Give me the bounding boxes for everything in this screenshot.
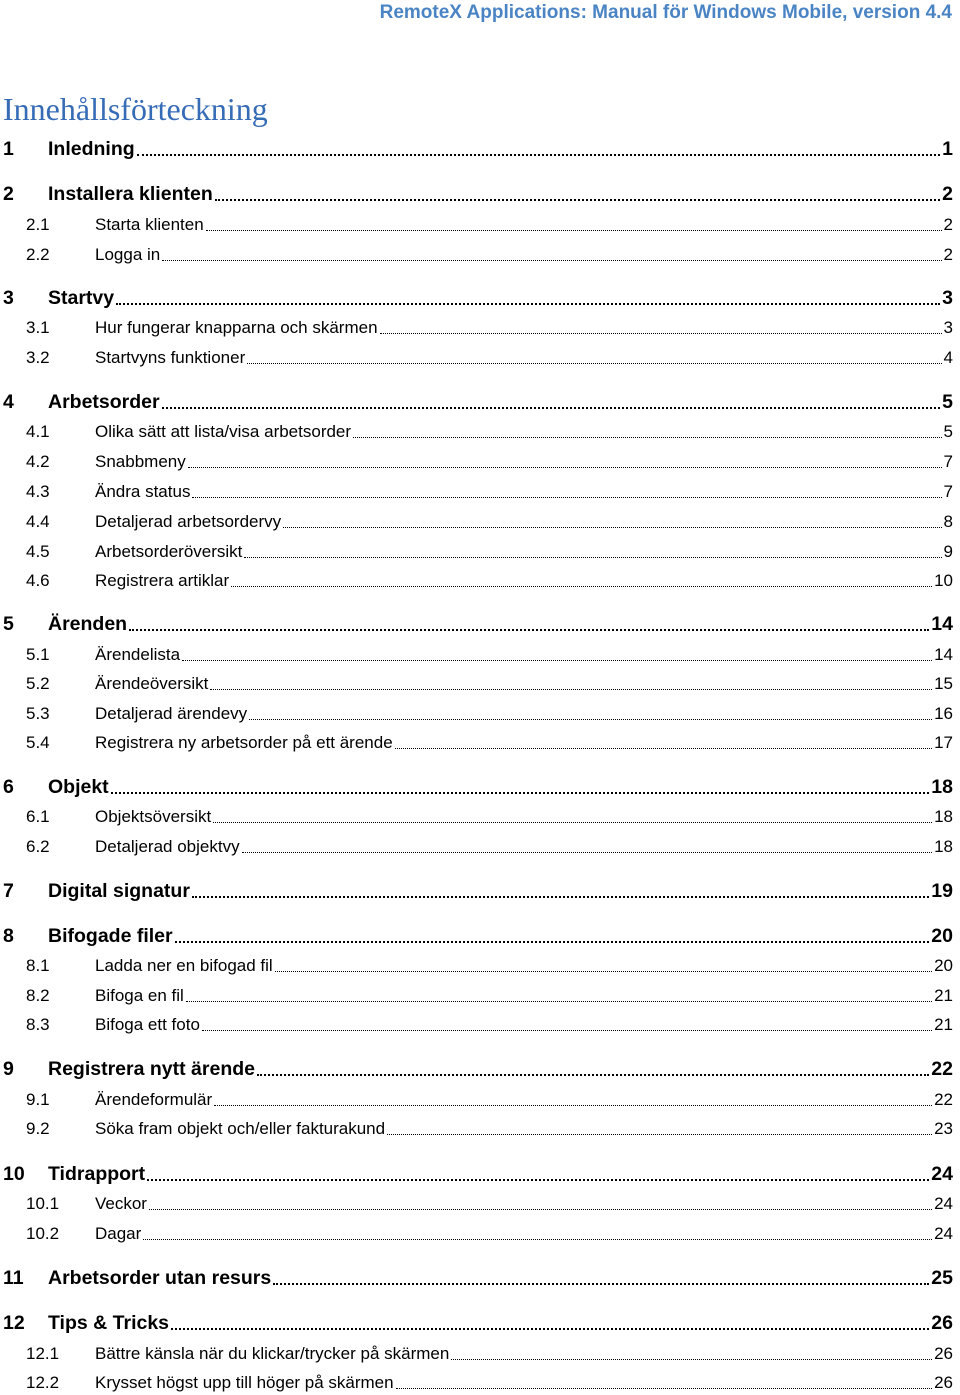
toc-entry-number: 5.2 (26, 674, 50, 693)
toc-dot-leader (380, 332, 942, 334)
toc-entry[interactable] (0, 807, 953, 827)
toc-entry-label: Startvyns funktioner (95, 348, 246, 367)
toc-dot-leader (395, 747, 932, 749)
toc-entry-page: 26 (934, 1373, 953, 1392)
toc-entry-label: Arbetsorder (48, 391, 160, 413)
toc-entry[interactable] (0, 645, 953, 665)
toc-entry-number: 10 (3, 1163, 25, 1185)
toc-entry-label: Dagar (95, 1224, 142, 1243)
toc-entry-label: Snabbmeny (95, 452, 186, 471)
toc-entry-label: Detaljerad objektvy (95, 837, 240, 856)
toc-entry[interactable] (0, 512, 953, 532)
toc-entry-number: 6.1 (26, 807, 50, 826)
toc-entry-number: 11 (3, 1267, 24, 1289)
toc-entry-page: 7 (943, 482, 953, 501)
toc-entry-number: 8.1 (26, 956, 50, 975)
toc-dot-leader (213, 821, 932, 823)
toc-entry-page: 20 (931, 925, 953, 947)
toc-entry-label: Objektsöversikt (95, 807, 212, 826)
toc-entry[interactable] (0, 348, 953, 368)
toc-entry-number: 9.1 (26, 1090, 50, 1109)
toc-entry[interactable] (0, 1194, 953, 1214)
toc-entry-label: Olika sätt att lista/visa arbetsorder (95, 422, 352, 441)
toc-entry-label: Objekt (48, 776, 109, 798)
toc-dot-leader (111, 791, 930, 794)
toc-dot-leader (182, 659, 932, 661)
toc-entry-page: 21 (934, 986, 953, 1005)
toc-entry-number: 12.2 (26, 1373, 60, 1392)
toc-entry[interactable] (0, 1119, 953, 1139)
toc-entry-label: Tips & Tricks (48, 1312, 170, 1334)
toc-entry-number: 2.1 (26, 215, 50, 234)
toc-entry[interactable] (0, 1058, 953, 1081)
toc-entry-number: 5.3 (26, 704, 50, 723)
toc-entry-number: 2.2 (26, 245, 50, 264)
toc-entry-label: Bifoga ett foto (95, 1015, 200, 1034)
toc-entry-page: 2 (943, 245, 953, 264)
toc-entry-page: 3 (942, 287, 953, 309)
toc-entry-label: Logga in (95, 245, 161, 264)
toc-entry-label: Bifoga en fil (95, 986, 184, 1005)
toc-entry-label: Ändra status (95, 482, 191, 501)
toc-dot-leader (129, 628, 929, 631)
toc-dot-leader (215, 198, 940, 201)
toc-dot-leader (192, 496, 941, 498)
toc-dot-leader (147, 1178, 929, 1181)
toc-entry-label: Krysset högst upp till höger på skärmen (95, 1373, 394, 1392)
toc-entry-label: Veckor (95, 1194, 147, 1213)
toc-entry-label: Inledning (48, 138, 135, 160)
toc-entry-page: 15 (934, 674, 953, 693)
toc-entry-page: 7 (943, 452, 953, 471)
toc-entry-page: 19 (931, 880, 953, 902)
toc-entry-label: Detaljerad arbetsordervy (95, 512, 282, 531)
toc-entry[interactable] (0, 674, 953, 694)
toc-entry[interactable] (0, 880, 953, 903)
toc-entry-number: 4.5 (26, 542, 50, 561)
toc-entry[interactable] (0, 1267, 953, 1290)
toc-entry[interactable] (0, 482, 953, 502)
toc-dot-leader (186, 1000, 932, 1002)
toc-entry[interactable] (0, 956, 953, 976)
toc-entry-page: 18 (931, 776, 953, 798)
toc-entry-number: 4.2 (26, 452, 50, 471)
toc-entry[interactable] (0, 183, 953, 206)
toc-entry-label: Ärendelista (95, 645, 181, 664)
toc-entry-label: Registrera nytt ärende (48, 1058, 255, 1080)
toc-dot-leader (116, 302, 940, 305)
toc-dot-leader (206, 229, 942, 231)
toc-entry-number: 9.2 (26, 1119, 50, 1138)
toc-dot-leader (214, 1104, 932, 1106)
toc-dot-leader (137, 153, 940, 156)
toc-dot-leader (387, 1133, 932, 1135)
toc-entry-number: 6.2 (26, 837, 50, 856)
toc-dot-leader (353, 436, 941, 438)
toc-entry-page: 22 (931, 1058, 953, 1080)
toc-dot-leader (283, 526, 941, 528)
toc-entry-number: 8 (3, 925, 14, 947)
toc-entry-number: 8.3 (26, 1015, 50, 1034)
toc-entry-page: 2 (943, 215, 953, 234)
toc-entry-number: 1 (3, 138, 14, 160)
toc-entry[interactable] (0, 422, 953, 442)
toc-entry-page: 22 (934, 1090, 953, 1109)
toc-entry-number: 3.2 (26, 348, 50, 367)
toc-entry-label: Detaljerad ärendevy (95, 704, 248, 723)
toc-entry-label: Tidrapport (48, 1163, 146, 1185)
toc-dot-leader (175, 940, 930, 943)
toc-dot-leader (202, 1029, 932, 1031)
toc-entry-number: 4.4 (26, 512, 50, 531)
toc-dot-leader (249, 718, 932, 720)
toc-entry-number: 10.2 (26, 1224, 60, 1243)
toc-entry-page: 1 (942, 138, 953, 160)
toc-entry[interactable] (0, 1015, 953, 1035)
toc-entry-label: Installera klienten (48, 183, 213, 205)
toc-entry-page: 14 (934, 645, 953, 664)
toc-dot-leader (242, 851, 933, 853)
toc-dot-leader (231, 585, 932, 587)
toc-dot-leader (192, 895, 929, 898)
toc-entry[interactable] (0, 1312, 953, 1335)
toc-dot-leader (149, 1208, 932, 1210)
toc-entry-number: 4.6 (26, 571, 50, 590)
toc-dot-leader (273, 1282, 929, 1285)
toc-dot-leader (143, 1238, 932, 1240)
toc-entry-page: 21 (934, 1015, 953, 1034)
toc-entry-page: 9 (943, 542, 953, 561)
toc-dot-leader (188, 466, 942, 468)
toc-entry-page: 2 (942, 183, 953, 205)
toc-entry-number: 12.1 (26, 1344, 60, 1363)
toc-entry-label: Ladda ner en bifogad fil (95, 956, 273, 975)
toc-entry-label: Ärenden (48, 613, 128, 635)
toc-dot-leader (396, 1387, 932, 1389)
toc-entry[interactable] (0, 704, 953, 724)
toc-entry-number: 7 (3, 880, 14, 902)
toc-entry[interactable] (0, 571, 953, 591)
toc-entry-page: 4 (943, 348, 953, 367)
toc-entry[interactable] (0, 613, 953, 636)
toc-entry-label: Digital signatur (48, 880, 190, 902)
toc-entry[interactable] (0, 1344, 953, 1364)
toc-entry-page: 24 (934, 1224, 953, 1243)
toc-entry[interactable] (0, 1163, 953, 1186)
toc-dot-leader (162, 406, 941, 409)
toc-entry[interactable] (0, 733, 953, 753)
toc-entry-number: 4.3 (26, 482, 50, 501)
toc-entry-label: Arbetsorderöversikt (95, 542, 243, 561)
toc-entry-number: 2 (3, 183, 14, 205)
toc-entry-page: 10 (934, 571, 953, 590)
toc-entry-label: Registrera artiklar (95, 571, 230, 590)
toc-entry-label: Bättre känsla när du klickar/trycker på skärmen (95, 1344, 450, 1363)
toc-entry-label: Bifogade filer (48, 925, 173, 947)
toc-entry-number: 12 (3, 1312, 25, 1334)
toc-dot-leader (275, 970, 932, 972)
toc-entry[interactable] (0, 837, 953, 857)
toc-entry-page: 23 (934, 1119, 953, 1138)
toc-entry-page: 24 (931, 1163, 953, 1185)
toc-entry-number: 4.1 (26, 422, 50, 441)
toc-entry[interactable] (0, 452, 953, 472)
toc-entry-number: 9 (3, 1058, 14, 1080)
page-title: Innehållsförteckning (3, 91, 268, 128)
toc-entry-number: 3 (3, 287, 14, 309)
toc-entry[interactable] (0, 925, 953, 948)
toc-entry-page: 17 (934, 733, 953, 752)
toc-entry[interactable] (0, 138, 953, 161)
toc-entry[interactable] (0, 1224, 953, 1244)
toc-dot-leader (257, 1073, 929, 1076)
toc-entry-page: 18 (934, 807, 953, 826)
toc-entry-page: 20 (934, 956, 953, 975)
toc-entry-label: Starta klienten (95, 215, 204, 234)
toc-entry-number: 4 (3, 391, 14, 413)
toc-entry[interactable] (0, 776, 953, 799)
toc-entry-label: Hur fungerar knapparna och skärmen (95, 318, 378, 337)
toc-entry-page: 18 (934, 837, 953, 856)
toc-entry[interactable] (0, 215, 953, 235)
toc-entry-page: 24 (934, 1194, 953, 1213)
toc-entry-page: 8 (943, 512, 953, 531)
toc-entry-label: Ärendeöversikt (95, 674, 209, 693)
toc-entry-page: 14 (931, 613, 953, 635)
toc-entry-number: 10.1 (26, 1194, 60, 1213)
toc-entry-number: 5.4 (26, 733, 50, 752)
toc-entry[interactable] (0, 318, 953, 338)
toc-dot-leader (171, 1327, 929, 1330)
toc-entry[interactable] (0, 542, 953, 562)
toc-entry[interactable] (0, 245, 953, 265)
running-header: RemoteX Applications: Manual för Windows Mobile, version 4.4 (379, 2, 952, 23)
toc-entry-number: 5.1 (26, 645, 50, 664)
toc-entry-number: 6 (3, 776, 14, 798)
toc-dot-leader (162, 259, 941, 261)
toc-entry-label: Söka fram objekt och/eller fakturakund (95, 1119, 386, 1138)
toc-entry-number: 5 (3, 613, 14, 635)
toc-dot-leader (451, 1358, 932, 1360)
toc-entry-label: Startvy (48, 287, 115, 309)
toc-entry[interactable] (0, 1373, 953, 1393)
toc-entry-page: 25 (931, 1267, 953, 1289)
toc-entry-page: 26 (931, 1312, 953, 1334)
toc-entry-page: 5 (942, 391, 953, 413)
toc-entry-page: 5 (943, 422, 953, 441)
toc-entry[interactable] (0, 287, 953, 310)
toc-entry-label: Registrera ny arbetsorder på ett ärende (95, 733, 393, 752)
toc-dot-leader (244, 556, 941, 558)
toc-entry[interactable] (0, 1090, 953, 1110)
toc-dot-leader (210, 688, 932, 690)
toc-entry-number: 8.2 (26, 986, 50, 1005)
toc-entry[interactable] (0, 391, 953, 414)
toc-entry-label: Ärendeformulär (95, 1090, 213, 1109)
toc-entry-page: 26 (934, 1344, 953, 1363)
toc-entry-page: 16 (934, 704, 953, 723)
toc-entry-page: 3 (943, 318, 953, 337)
toc-entry-label: Arbetsorder utan resurs (48, 1267, 272, 1289)
toc-entry-number: 3.1 (26, 318, 50, 337)
toc-entry[interactable] (0, 986, 953, 1006)
toc-dot-leader (247, 362, 941, 364)
